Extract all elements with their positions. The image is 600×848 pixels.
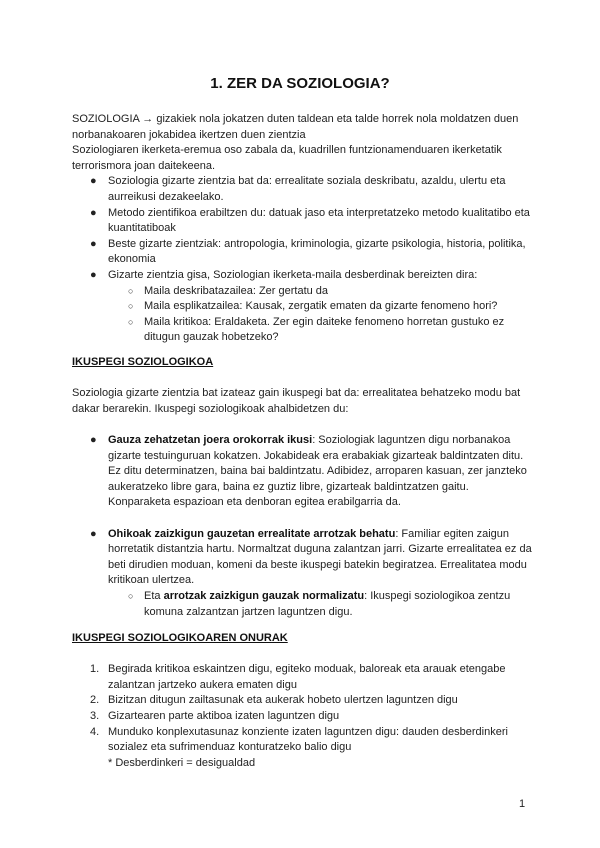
hollow-bullet-icon: ○ (128, 285, 134, 296)
list-item: 1. Begirada kritikoa eskaintzen digu, egiteko moduak, baloreak eta arauak etengabe zalantzan jartzeko aukera ematen digu (90, 663, 506, 691)
bullet-icon: ● (90, 237, 97, 250)
list-item: ● Soziologia gizarte zientzia bat da: errealitate soziala deskribatu, azaldu, ulertu eta aurreikusi dezakeelako. (90, 175, 506, 203)
footnote: * Desberdinkeri = desigualdad (108, 756, 256, 769)
bullet-icon: ● (90, 175, 97, 188)
section-heading: IKUSPEGI SOZIOLOGIKOA (72, 356, 214, 368)
sub-list-item: ○ Maila kritikoa: Eraldaketa. Zer egin daiteke fenomeno horretan gustuko ez ditugun gauzak hobetzeko? (128, 315, 505, 344)
intro-section (72, 112, 532, 346)
list-item: 2. Bizitzan ditugun zailtasunak eta aukerak hobeto ulertzen laguntzen digu (90, 694, 458, 707)
section-heading: IKUSPEGI SOZIOLOGIKOAREN ONURAK (72, 632, 288, 644)
intro-bullet-list (72, 174, 532, 346)
sub-list-item: ○ Maila deskribatazailea: Zer gertatu da (72, 284, 532, 300)
bullet-icon: ● (90, 433, 97, 446)
bullet-icon: ● (90, 527, 97, 540)
list-item: ● Ohikoak zaizkigun gauzetan errealitate arrotzak behatu: Familiar egiten zaigun horretatik distantzia hartu. Normaltzat duguna zalantzan jarri. Gizarte errealitatea ez da beti dirudien moduan, komeni da beste ikuspegi batekin begiratzea. Errealitatea modu kritikoan ulertzea. (90, 527, 532, 587)
scope-paragraph: Soziologiaren ikerketa-eremua oso zabala da, kuadrillen funtzionamenduaren ikerketatik terrorismora joan daitekeena. (72, 144, 502, 172)
hollow-bullet-icon: ○ (128, 301, 134, 312)
sub-list-item: ○ Maila esplikatzailea: Kausak, zergatik ematen da gizarte fenomeno hori? (72, 299, 532, 315)
definition-paragraph: SOZIOLOGIA → gizakiek nola jokatzen duten taldean eta talde horrek nola moldatzen duen norbanakoaren jokabidea ikertzen duen zientzia (72, 113, 519, 141)
section-onurak (72, 631, 532, 771)
page-number: 1 (519, 798, 526, 810)
hollow-bullet-icon: ○ (128, 590, 134, 601)
numbered-list (72, 662, 532, 771)
list-item: ● Metodo zientifikoa erabiltzen du: datuak jaso eta interpretatzeko metodo kualitatibo eta kuantitatiboak (90, 206, 530, 235)
list-item: 4. Munduko konplexutasunaz konziente izaten laguntzen digu: dauden desberdinkeri sozialez eta sufrimenduaz konturatzeko balio digu * Desberdinkeri = desigualdad (90, 725, 508, 769)
sub-list-item: ○ Eta arrotzak zaizkigun gauzak normalizatu: Ikuspegi soziologikoa zentzu komuna zalzantzan jartzen laguntzen digu. (128, 589, 511, 618)
section-bullet-list (72, 433, 532, 620)
bullet-icon: ● (90, 206, 97, 219)
list-item: ● Gauza zehatzetan joera orokorrak ikusi: Soziologiak laguntzen digu norbanakoa gizarte testuinguruan kokatzen. Jokabideak era erabakiak gizarteak baldintzaten ditu. Ez ditu determinatzen, baina bai baldintzatu. Adibidez, arroparen kasuan, zer janzteko aukeratzeko libre gara, baina ez guztiz libre, gizarteak baldintzatzen gaitu. Konparaketa espazioan eta denboran egitea erabilgarria da. (90, 433, 527, 509)
list-item: ● Gizarte zientzia gisa, Soziologian ikerketa-maila desberdinak bereizten dira: (72, 268, 532, 284)
page-title: 1. ZER DA SOZIOLOGIA? (210, 75, 390, 92)
list-item: ● Beste gizarte zientziak: antropologia, kriminologia, gizarte psikologia, historia, politika, ekonomia (90, 237, 526, 266)
bullet-icon: ● (90, 268, 97, 281)
hollow-bullet-icon: ○ (128, 316, 134, 327)
section-paragraph: Soziologia gizarte zientzia bat izateaz gain ikuspegi bat da: errealitatea behatzeko modu bat dakar berarekin. Ikuspegi soziologikoak ahalbidetzen du: (72, 387, 521, 415)
list-item: 3. Gizartearen parte aktiboa izaten laguntzen digu (90, 709, 340, 722)
section-ikuspegi (72, 355, 532, 620)
